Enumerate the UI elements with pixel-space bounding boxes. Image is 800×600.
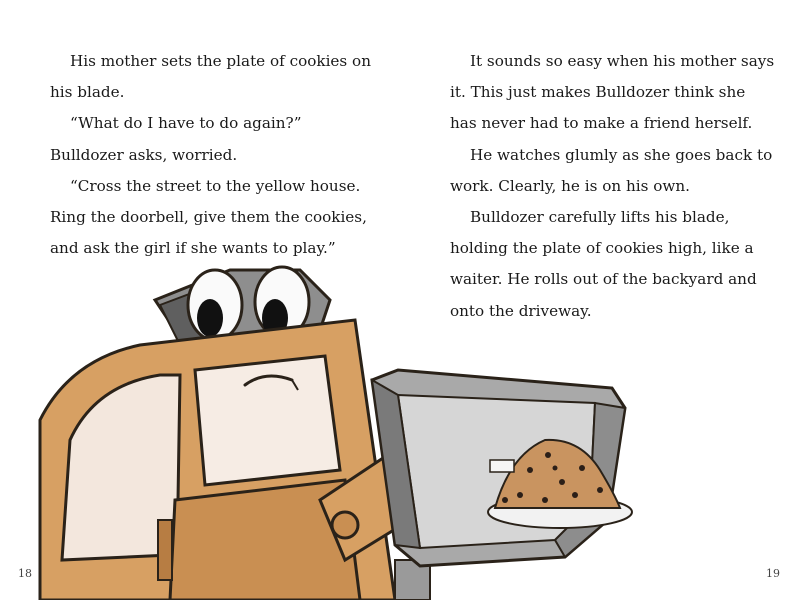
- right-page-text: [450, 46, 780, 327]
- paragraph: “Cross the street to the yellow house. Ring the doorbell, give them the cookies, and ask the girl if she wants to play.”: [50, 176, 367, 258]
- paragraph: He watches glumly as she goes back to work. Clearly, he is on his own.: [450, 145, 773, 195]
- paragraph: Bulldozer carefully lifts his blade, holding the plate of cookies high, like a waiter. He rolls out of the backyard and onto the driveway.: [450, 208, 757, 320]
- paragraph: “What do I have to do again?” Bulldozer asks, worried.: [50, 114, 302, 164]
- page-number: 19: [766, 567, 780, 580]
- left-page-text: [50, 46, 380, 264]
- paragraph: It sounds so easy when his mother says it. This just makes Bulldozer think she has never had to make a friend herself.: [450, 52, 775, 133]
- paragraph: His mother sets the plate of cookies on his blade.: [50, 52, 371, 102]
- right-page: [400, 0, 800, 600]
- page-number: 18: [18, 567, 32, 580]
